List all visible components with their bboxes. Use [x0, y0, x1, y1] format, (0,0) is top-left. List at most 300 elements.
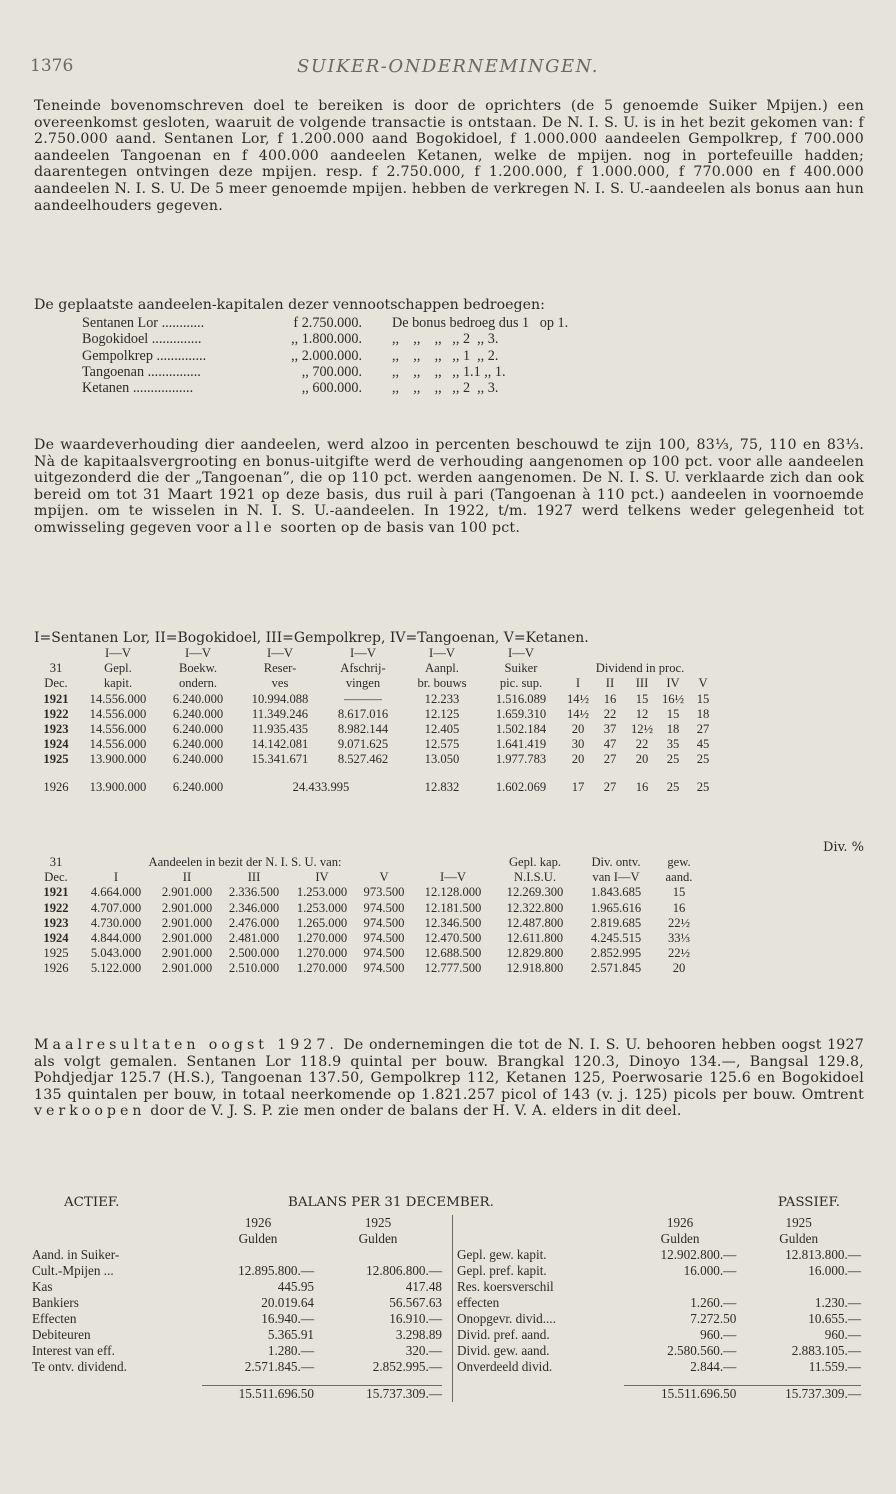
balance-value-1925: 12.806.800.— — [366, 1263, 442, 1278]
table-cell: 1.270.000 — [296, 961, 348, 976]
page-header — [30, 56, 866, 80]
balance-unit: Gulden — [660, 1231, 700, 1246]
table-cell: 2.571.845 — [590, 961, 642, 976]
table-cell: 5.122.000 — [90, 961, 142, 976]
balance-row — [32, 1263, 442, 1279]
capital-amount: ,, 1.800.000. — [291, 331, 362, 348]
table-cell: 1926 — [43, 779, 69, 794]
column-header: Boekw. — [178, 661, 217, 676]
table-cell: 35 — [666, 737, 680, 752]
balance-value-1926: 12.895.800.— — [238, 1263, 314, 1278]
table-cell: 6.240.000 — [172, 752, 224, 767]
table-cell: 1922 — [43, 706, 69, 721]
table-cell: 16 — [635, 779, 649, 794]
div-pct-label: Div. % — [823, 840, 864, 855]
capitals-section — [34, 297, 864, 396]
balance-label — [457, 1386, 624, 1403]
table-spacer — [34, 768, 718, 780]
balance-value-1925: 417.48 — [405, 1279, 442, 1294]
balance-label: effecten — [457, 1295, 500, 1310]
table-cell: 4.844.000 — [90, 931, 142, 946]
table-cell: 22½ — [667, 915, 691, 930]
balance-label: Effecten — [32, 1311, 77, 1326]
maal-tail: door de V. J. S. P. zie men onder de balans der H. V. A. elders in dit deel. — [150, 1103, 682, 1120]
table-cell: 15.341.671 — [251, 752, 309, 767]
balance-total-1926: 15.511.696.50 — [202, 1386, 314, 1403]
table-cell: 1921 — [43, 885, 69, 900]
balance-row — [32, 1343, 442, 1359]
balance-value-1926: 12.902.800.— — [660, 1247, 737, 1262]
column-group-label: I—V — [508, 646, 534, 661]
column-header: V — [379, 870, 389, 885]
capital-name: Sentanen Lor ............ — [82, 315, 205, 332]
balance-value-1925: 960.— — [824, 1327, 861, 1342]
holdings-table — [34, 855, 702, 977]
balance-value-1926: 5.365.91 — [267, 1327, 314, 1342]
balance-row — [457, 1247, 861, 1263]
table-cell: 8.527.462 — [337, 752, 389, 767]
maal-spaced-heading: Maalresultaten oogst 1927. — [34, 1037, 338, 1053]
table-cell: 974.500 — [363, 900, 405, 915]
balance-year-row — [457, 1215, 861, 1231]
column-header: IV — [315, 870, 329, 885]
balance-total-1926: 15.511.696.50 — [624, 1386, 737, 1403]
column-header: II — [605, 676, 615, 691]
ratio-text: De waardeverhouding dier aandeelen, werd alzoo in percenten beschouwd te zijn 100, 83⅓, 75, 110 en 83⅓. Nà de kapitaalsvergrooting en bonus-uitgifte werd de verhouding aangenomen op 100 pct. voor alle aandeelen uitgezonderd die der „Tangoenan”, die op 110 pct. werden aangenomen. De N. I. S. U. verklaarde zich dan ook bereid om tot 31 Maart 1921 op deze basis, dus ruil à pari (Tangoenan à 110 pct.) aandeelen in voornoemde mpijen. om te wisselen in N. I. S. U.-aandeelen. In 1922, t/m. 1927 werd telkens weder gelegenheid tot omwisseling gegeven voor — [34, 437, 864, 536]
balance-value-1925: 12.813.800.— — [785, 1247, 861, 1262]
table-cell: 27 — [603, 752, 617, 767]
maal-paragraph — [34, 1037, 864, 1120]
balance-sheet — [32, 1195, 864, 1405]
table-cell: 12.688.500 — [424, 946, 482, 961]
table-cell: 12.125 — [424, 706, 460, 721]
maal-text: De ondernemingen die tot de N. I. S. U. behooren hebben oogst 1927 als volgt gemalen. Sentanen Lor 118.9 quintal per bouw. Brangkal 120.3, Dinoyo 134.—, Bangsal 129.8, Pohdjedjar 125.7 (H.S.), Tangoenan 137.50, Gempolkrep 112, Ketanen 125, Poerwosarie 125.6 en Bogokidoel 135 quintalen per bouw, in totaal neerkomende op 1.821.257 picol of 143 (v. j. 125) picols per bouw. Omtrent — [34, 1037, 864, 1103]
table-cell: 1.602.069 — [495, 779, 547, 794]
table-cell: 12.346.500 — [424, 915, 482, 930]
column-header: I — [575, 676, 581, 691]
column-header: br. bouws — [417, 676, 467, 691]
balance-title: BALANS PER 31 DECEMBER. — [288, 1195, 494, 1210]
column-header: kapit. — [103, 676, 133, 691]
balance-value-1925: 56.567.63 — [389, 1295, 442, 1310]
column-group-label: I—V — [185, 646, 211, 661]
table-cell: 22 — [635, 737, 649, 752]
table-cell: 12.322.800 — [506, 900, 564, 915]
column-header: vingen — [345, 676, 381, 691]
column-header: Gepl. kap. — [508, 855, 562, 870]
balance-year-row — [32, 1215, 442, 1231]
column-header: 31 — [49, 661, 63, 676]
column-header: Div. ontv. — [591, 855, 641, 870]
table-cell: 12.470.500 — [424, 931, 482, 946]
column-header: I—V — [440, 870, 466, 885]
table-cell: 37 — [603, 722, 617, 737]
balance-total-1925: 15.737.309.— — [314, 1386, 442, 1403]
column-header: Afschrij- — [340, 661, 386, 676]
table-cell: 20 — [635, 752, 649, 767]
table-cell: 8.982.144 — [337, 722, 389, 737]
capital-name: Gempolkrep .............. — [82, 347, 207, 364]
maal-paragraph-text — [34, 1037, 864, 1120]
liabilities-table — [457, 1215, 861, 1402]
table-cell: 1.265.000 — [296, 915, 348, 930]
table-row — [34, 961, 702, 976]
table-cell: 1924 — [43, 931, 69, 946]
table-cell: 2.510.000 — [228, 961, 280, 976]
balance-value-1925: 2.852.995.— — [372, 1359, 442, 1374]
table-cell: 25 — [696, 752, 710, 767]
column-header: aand. — [665, 870, 693, 885]
ratio-tail: soorten op de basis van 100 pct. — [280, 519, 521, 536]
balance-unit: Gulden — [358, 1231, 398, 1246]
table-cell: 14.556.000 — [89, 691, 147, 706]
column-header: ves — [271, 676, 289, 691]
table-cell: 25 — [666, 752, 680, 767]
column-header: van I—V — [592, 870, 640, 885]
results-table — [34, 646, 718, 795]
table-row — [34, 707, 718, 722]
column-group-label: I—V — [105, 646, 131, 661]
table-cell: 11.349.246 — [251, 706, 309, 721]
table-cell: 14½ — [566, 691, 590, 706]
balance-value-1926: 445.95 — [277, 1279, 314, 1294]
table-cell: 2.336.500 — [228, 885, 280, 900]
table-cell: 12.575 — [424, 737, 460, 752]
balance-row — [32, 1311, 442, 1327]
column-header: 31 — [49, 855, 63, 870]
column-header: Dec. — [44, 676, 68, 691]
table-cell: 15 — [696, 691, 710, 706]
balance-total-1925: 15.737.309.— — [736, 1386, 861, 1403]
balance-year: 1926 — [244, 1215, 272, 1230]
table-cell: 2.901.000 — [161, 946, 213, 961]
balance-label — [32, 1386, 202, 1403]
ratio-spaced-word: alle — [233, 519, 276, 536]
capital-bonus: ,, ,, ,, ,, 1.1 ,, 1. — [392, 363, 506, 380]
balance-total-row — [32, 1386, 442, 1403]
table-cell: 1.253.000 — [296, 900, 348, 915]
capital-amount: ,, 600.000. — [301, 380, 362, 397]
maal-spaced-word: verkoopen — [34, 1103, 146, 1120]
capital-row — [82, 315, 692, 331]
holdings-table-section — [34, 840, 864, 977]
column-group-label: I—V — [350, 646, 376, 661]
balance-value-1926 — [624, 1279, 737, 1295]
capital-bonus: De bonus bedroeg dus 1 op 1. — [392, 315, 569, 332]
table-cell: 12.832 — [424, 779, 460, 794]
table-cell: 33⅓ — [667, 931, 691, 946]
table-cell: 2.901.000 — [161, 885, 213, 900]
table-row — [34, 692, 718, 707]
table-cell: 12½ — [630, 722, 654, 737]
balance-label: Kas — [32, 1279, 53, 1294]
balance-label: Onverdeeld divid. — [457, 1359, 553, 1374]
table-cell: 12 — [635, 706, 649, 721]
spacer — [457, 1375, 861, 1386]
balance-row — [457, 1311, 861, 1327]
table-cell: 1.641.419 — [495, 737, 547, 752]
table-cell: 20 — [571, 722, 585, 737]
column-header: ondern. — [178, 676, 218, 691]
table-cell: 2.901.000 — [161, 915, 213, 930]
table-cell: 1.843.685 — [590, 885, 642, 900]
capital-row — [82, 364, 692, 380]
passief-label: PASSIEF. — [777, 1195, 840, 1210]
table-row — [34, 931, 702, 946]
table-cell: 14.556.000 — [89, 737, 147, 752]
table-cell: 973.500 — [363, 885, 405, 900]
table-cell: 6.240.000 — [172, 691, 224, 706]
table-cell: 1.270.000 — [296, 946, 348, 961]
balance-value-1926: 1.280.— — [267, 1343, 314, 1358]
balance-label — [457, 1231, 624, 1247]
table-row — [34, 885, 702, 900]
balance-grid — [32, 1215, 864, 1405]
balance-row — [457, 1279, 861, 1295]
table-cell: 17 — [571, 779, 585, 794]
table-cell: 1926 — [43, 961, 69, 976]
table-cell: 11.935.435 — [251, 722, 309, 737]
balance-year: 1926 — [666, 1215, 694, 1230]
intro-paragraph-text: Teneinde bovenomschreven doel te bereiken is door de oprichters (de 5 genoemde Suiker Mpijen.) een overeenkomst gesloten, waaruit de volgende transactie is ontstaan. De N. I. S. U. is in het bezit gekomen van: f 2.750.000 aand. Sentanen Lor, f 1.200.000 aand Bogokidoel, f 1.000.000 aandeelen Gempolkrep, f 700.000 aandeelen Tangoenan en f 400.000 aandeelen Ketanen, welke de mpijen. nog in portefeuille hadden; daarentegen ontvingen deze mpijen. resp. f 2.750.000, f 1.200.000, f 1.000.000, f 770.000 en f 400.000 aandeelen N. I. S. U. De 5 meer genoemde mpijen. hebben de verkregen N. I. S. U.-aandeelen als bonus aan hun aandeelhouders gegeven. — [34, 98, 864, 214]
table-cell: 1.270.000 — [296, 931, 348, 946]
table-header-row — [34, 676, 718, 691]
balance-value-1926: 1.260.— — [690, 1295, 737, 1310]
table-cell: 4.730.000 — [90, 915, 142, 930]
table-cell: 6.240.000 — [172, 722, 224, 737]
balance-year: 1925 — [785, 1215, 812, 1230]
column-header: I — [113, 870, 119, 885]
column-header — [412, 855, 494, 870]
table-cell: 974.500 — [363, 946, 405, 961]
column-header: Aandeelen in bezit der N. I. S. U. van: — [148, 855, 342, 870]
table-cell: 4.664.000 — [90, 885, 142, 900]
table-cell: 1925 — [43, 946, 69, 961]
balance-label: Interest van eff. — [32, 1343, 115, 1358]
table-header-row — [34, 855, 702, 870]
table-cell: 1.502.184 — [495, 722, 547, 737]
balance-label: Gepl. pref. kapit. — [457, 1263, 547, 1278]
table-cell: 27 — [603, 779, 617, 794]
table-cell: 1923 — [43, 722, 69, 737]
table-cell: 15 — [666, 706, 680, 721]
table-cell: 12.777.500 — [424, 961, 482, 976]
table-cell: 12.918.800 — [506, 961, 564, 976]
capital-bonus: ,, ,, ,, ,, 1 ,, 2. — [392, 347, 499, 364]
results-table-title: I=Sentanen Lor, II=Bogokidoel, III=Gempolkrep, IV=Tangoenan, V=Ketanen. — [34, 630, 589, 646]
table-row — [34, 722, 718, 737]
balance-header — [32, 1195, 864, 1215]
table-header-row — [34, 661, 718, 676]
balance-value-1926: 16.940.— — [261, 1311, 314, 1326]
table-cell: 1921 — [43, 691, 69, 706]
balance-value-1926: 16.000.— — [683, 1263, 737, 1278]
table-cell: 974.500 — [363, 931, 405, 946]
table-cell: 30 — [571, 737, 585, 752]
column-header: Suiker — [504, 661, 538, 676]
table-cell: 14.556.000 — [89, 706, 147, 721]
table-cell: 2.500.000 — [228, 946, 280, 961]
balance-liabilities — [452, 1215, 865, 1402]
balance-value-1925: 16.000.— — [808, 1263, 861, 1278]
table-cell: 10.994.088 — [251, 691, 309, 706]
balance-value-1926: 960.— — [700, 1327, 737, 1342]
balance-unit-row — [32, 1231, 442, 1247]
capital-row — [82, 331, 692, 347]
balance-label — [32, 1215, 202, 1231]
column-group-label — [594, 646, 626, 661]
balance-row — [457, 1263, 861, 1279]
table-cell: 14½ — [566, 706, 590, 721]
balance-label: Res. koersverschil — [457, 1279, 554, 1294]
table-cell: 2.476.000 — [228, 915, 280, 930]
balance-value-1926: 7.272.50 — [690, 1311, 737, 1326]
balance-row — [457, 1295, 861, 1311]
column-header: IV — [666, 676, 680, 691]
column-header: III — [247, 870, 261, 885]
balance-row — [32, 1279, 442, 1295]
capital-row — [82, 380, 692, 396]
table-cell: 4.707.000 — [90, 900, 142, 915]
table-cell: 27 — [696, 722, 710, 737]
table-cell: 974.500 — [363, 961, 405, 976]
balance-value-1925: 2.883.105.— — [791, 1343, 861, 1358]
balance-label: Debiteuren — [32, 1327, 91, 1342]
table-cell: 12.487.800 — [506, 915, 564, 930]
table-cell: 20 — [571, 752, 585, 767]
balance-label: Divid. pref. aand. — [457, 1327, 550, 1342]
table-cell-combined: 24.433.995 — [292, 779, 350, 794]
balance-value-1925: 11.559.— — [808, 1359, 861, 1374]
capital-amount: ,, 2.000.000. — [291, 347, 362, 364]
spacer — [34, 768, 718, 780]
column-header: gew. — [667, 855, 691, 870]
table-cell: 2.481.000 — [228, 931, 280, 946]
balance-row — [32, 1327, 442, 1343]
table-cell: 14.142.081 — [251, 737, 309, 752]
table-cell: 13.900.000 — [89, 779, 147, 794]
balance-unit-row — [457, 1231, 861, 1247]
table-cell: ——— — [344, 691, 382, 706]
table-header-row — [34, 870, 702, 885]
table-cell: 16 — [672, 900, 686, 915]
balance-unit: Gulden — [779, 1231, 819, 1246]
table-cell: 12.829.800 — [506, 946, 564, 961]
table-cell: 12.405 — [424, 722, 460, 737]
table-cell: 5.043.000 — [90, 946, 142, 961]
column-header: V — [698, 676, 708, 691]
balance-value-1926: 20.019.64 — [261, 1295, 314, 1310]
table-cell: 1.253.000 — [296, 885, 348, 900]
column-group-label — [34, 646, 78, 661]
balance-label: Aand. in Suiker- — [32, 1247, 120, 1262]
table-cell: 1922 — [43, 900, 69, 915]
balance-label: Divid. gew. aand. — [457, 1343, 550, 1358]
table-cell: 15 — [672, 885, 686, 900]
table-cell: 18 — [666, 722, 680, 737]
table-cell: 1.977.783 — [495, 752, 547, 767]
capital-amount: f 2.750.000. — [293, 315, 362, 332]
column-group-label — [658, 646, 688, 661]
table-cell: 25 — [696, 779, 710, 794]
column-header: N.I.S.U. — [514, 870, 556, 885]
balance-value-1925: 16.910.— — [389, 1311, 442, 1326]
ratio-paragraph-text — [34, 437, 864, 537]
table-row — [34, 916, 702, 931]
balance-spacer — [32, 1375, 442, 1386]
results-table-section — [34, 630, 864, 795]
capitals-table — [82, 315, 692, 396]
table-cell: 13.900.000 — [89, 752, 147, 767]
capitals-intro: De geplaatste aandeelen-kapitalen dezer vennootschappen bedroegen: — [34, 297, 545, 313]
table-cell: 2.901.000 — [161, 931, 213, 946]
table-cell: 6.240.000 — [172, 706, 224, 721]
table-cell: 45 — [696, 737, 710, 752]
table-row — [34, 737, 718, 752]
table-cell: 2.819.685 — [590, 915, 642, 930]
column-header: pic. sup. — [499, 676, 543, 691]
table-cell: 2.901.000 — [161, 961, 213, 976]
actief-label: ACTIEF. — [64, 1195, 120, 1210]
table-cell: 6.240.000 — [172, 737, 224, 752]
table-cell: 1925 — [43, 752, 69, 767]
balance-value-1926: 2.844.— — [690, 1359, 737, 1374]
table-cell: 13.050 — [424, 752, 460, 767]
balance-row — [32, 1247, 442, 1263]
table-cell: 16½ — [661, 691, 685, 706]
table-row-1926 — [34, 780, 718, 795]
table-cell: 12.233 — [424, 691, 460, 706]
balance-total-row — [457, 1386, 861, 1403]
balance-year: 1925 — [364, 1215, 392, 1230]
table-cell: 2.852.995 — [590, 946, 642, 961]
table-row — [34, 752, 718, 767]
table-row — [34, 901, 702, 916]
intro-paragraph — [34, 98, 864, 214]
table-cell: 1923 — [43, 915, 69, 930]
balance-label: Onopgevr. divid.... — [457, 1311, 556, 1326]
balance-label — [32, 1231, 202, 1247]
table-cell: 1.659.310 — [495, 706, 547, 721]
table-cell: 1924 — [43, 737, 69, 752]
table-cell: 15 — [635, 691, 649, 706]
table-cell: 12.181.500 — [424, 900, 482, 915]
column-header: Dividend in proc. — [595, 661, 685, 676]
ratio-paragraph — [34, 437, 864, 537]
table-cell: 12.269.300 — [506, 885, 564, 900]
balance-label: Te ontv. dividend. — [32, 1359, 127, 1374]
table-cell: 974.500 — [363, 915, 405, 930]
table-cell: 4.245.515 — [590, 931, 642, 946]
balance-value-1925 — [736, 1279, 861, 1295]
column-header: Dec. — [44, 870, 68, 885]
column-header: Reser- — [263, 661, 297, 676]
assets-table — [32, 1215, 442, 1402]
balance-assets — [32, 1215, 452, 1402]
balance-value-1926: 2.580.560.— — [667, 1343, 737, 1358]
column-header: II — [182, 870, 192, 885]
balance-row — [457, 1343, 861, 1359]
balance-label — [457, 1215, 624, 1231]
spacer — [32, 1375, 442, 1386]
column-group-label: I—V — [267, 646, 293, 661]
balance-row — [457, 1359, 861, 1375]
balance-value-1926: 2.571.845.— — [244, 1359, 314, 1374]
column-group-label — [688, 646, 718, 661]
balance-value-1925 — [314, 1247, 442, 1263]
table-cell: 14.556.000 — [89, 722, 147, 737]
table-cell: 1.516.089 — [495, 691, 547, 706]
